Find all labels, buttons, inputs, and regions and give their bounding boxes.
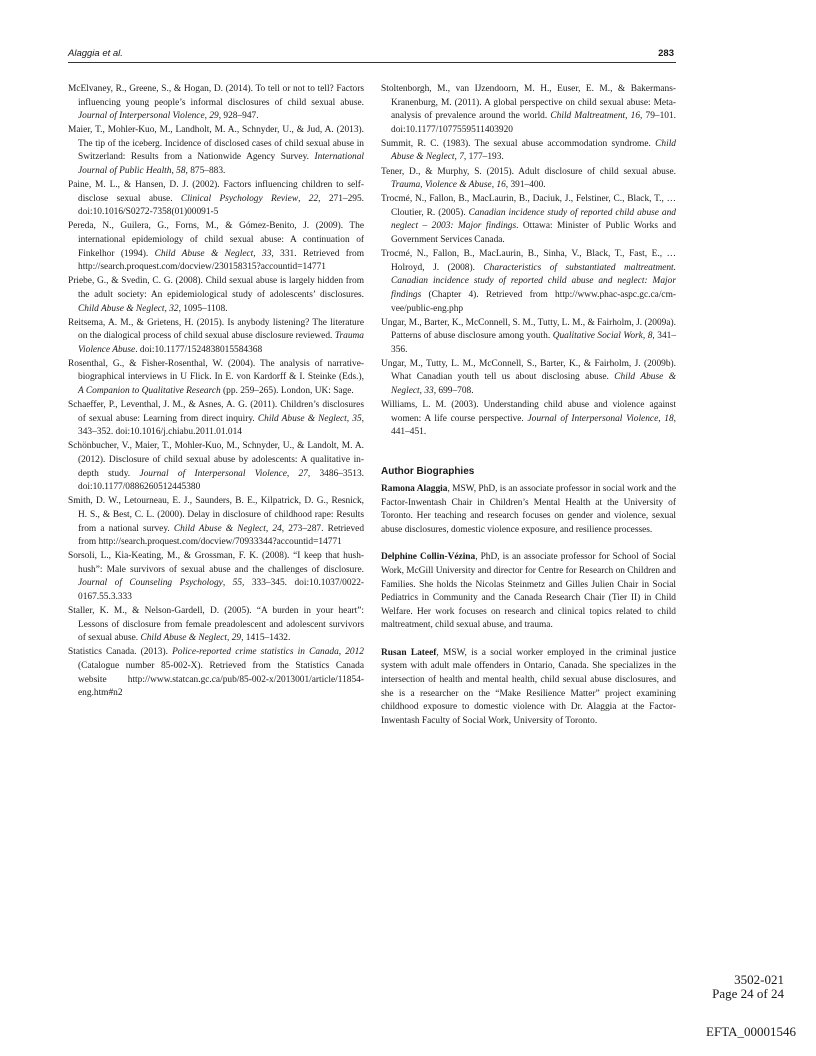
reference-comma: , bbox=[164, 303, 170, 314]
author-bio-text: , PhD, is an associate professor for School of Social Work, McGill University and director for Centre for Research on Children and Families. She holds the Nicolas Steinmetz and Gilles Julien Chair in Social Pediatrics in Community and the Canada Research Chair (Tier II) in Child Welfare. Her work focuses on research and clinical topics related to child maltreatment, child sexual abuse, and trauma. bbox=[381, 552, 676, 631]
author-bio-text: , MSW, is a social worker employed in the criminal justice system with adult male offenders in Ontario, Canada. She specializes in the intersection of health and mental health, child sexual abuse disclosures, and she is a researcher on the “Make Resilience Matter” project examining childhood exposure to domestic violence with Dr. Alaggia at the Factor-Inwentash Faculty of Social Work, University of Toronto. bbox=[381, 647, 676, 726]
reference-comma: , bbox=[265, 523, 273, 534]
reference-comma: , bbox=[253, 248, 263, 259]
reference-journal: Journal of Interpersonal Violence bbox=[78, 111, 205, 122]
journal-page-number: 283 bbox=[658, 48, 674, 59]
reference-entry bbox=[381, 248, 676, 316]
reference-text: Sorsoli, L., Kia-Keating, M., & Grossman, F. K. (2008). “I keep that hush-hush”: Male survivors of sexual abuse and the challenges of disclosure. bbox=[68, 551, 364, 575]
author-bio bbox=[381, 551, 676, 633]
reference-text: Priebe, G., & Svedin, C. G. (2008). Child sexual abuse is largely hidden from the adult society: An epidemiological study of adolescents’ disclosures. bbox=[68, 276, 364, 300]
reference-tail: , 341–356. bbox=[391, 331, 677, 355]
reference-entry bbox=[68, 83, 364, 124]
reference-text: Schaeffer, P., Leventhal, J. M., & Asnes, A. G. (2011). Children’s disclosures of sexual abuse: Learning from direct inquiry. bbox=[68, 400, 364, 424]
reference-comma: , bbox=[227, 633, 232, 644]
reference-text: Ungar, M., Tutty, L. M., McConnell, S., Barter, K., & Fairholm, J. (2009b). What Canadian youth tell us about disclosing abuse. bbox=[381, 358, 676, 383]
reference-entry bbox=[68, 317, 364, 358]
reference-text: Pereda, N., Guilera, G., Forns, M., & Gómez-Benito, J. (2009). The international epidemiology of child sexual abuse: A continuation of Finkelhor (1994). bbox=[68, 221, 364, 259]
author-name: Delphine Collin-Vézina bbox=[381, 552, 476, 563]
reference-comma: , bbox=[298, 193, 309, 204]
reference-volume: 22 bbox=[308, 193, 319, 204]
page-of-count: Page 24 of 24 bbox=[712, 986, 784, 1001]
reference-text: Williams, L. M. (2003). Understanding child abuse and violence against women: A life course perspective. bbox=[381, 400, 676, 424]
document-footer bbox=[712, 973, 784, 1001]
reference-comma: , bbox=[222, 578, 233, 589]
reference-entry bbox=[68, 646, 364, 700]
reference-entry bbox=[68, 440, 364, 494]
reference-journal: Trauma Violence Abuse bbox=[78, 331, 364, 355]
reference-tail: , 1095–1108. bbox=[178, 303, 228, 314]
reference-tail: , 1415–1432. bbox=[241, 633, 291, 644]
reference-text: Staller, K. M., & Nelson-Gardell, D. (2005). “A burden in your heart”: Lessons of disclosure from female preadolescent and adolescent survivors of sexual abuse. bbox=[68, 606, 364, 644]
reference-journal: International Journal of Public Health bbox=[78, 152, 364, 177]
reference-volume: 18 bbox=[664, 413, 674, 424]
reference-text: Reitsema, A. M., & Grietens, H. (2015). Is anybody listening? The literature on the dialogical process of child sexual abuse disclosure reviewed. bbox=[68, 317, 364, 342]
reference-journal: Journal of Interpersonal Violence bbox=[139, 468, 287, 479]
reference-journal: Child Abuse & Neglect bbox=[140, 633, 228, 644]
reference-journal: Child Abuse & Neglect bbox=[78, 303, 165, 314]
reference-comma: , bbox=[171, 166, 177, 177]
reference-entry bbox=[68, 358, 364, 399]
reference-journal: Canadian incidence study of reported child abuse and neglect – 2003: Major findings bbox=[391, 207, 676, 232]
reference-volume: 16 bbox=[630, 111, 641, 122]
reference-tail: , 699–708. bbox=[433, 386, 474, 397]
reference-text: Rosenthal, G., & Fisher-Rosenthal, W. (2004). The analysis of narrative-biographical interviews in U Flick. In E. von Kardorff & I. Steinke (Eds.), bbox=[68, 358, 364, 383]
author-bio bbox=[381, 647, 676, 729]
reference-journal: Child Abuse & Neglect bbox=[391, 138, 676, 163]
reference-tail: , 271–295. doi:10.1016/S0272-7358(01)00091-5 bbox=[78, 193, 365, 218]
reference-text: Maier, T., Mohler-Kuo, M., Landholt, M. A., Schnyder, U., & Jud, A. (2013). The tip of the iceberg. Incidence of disclosed cases of child sexual abuse in Switzerland: Results from a Nationwide Agency Survey. bbox=[68, 125, 364, 163]
references-right-column bbox=[381, 83, 676, 440]
reference-journal: Child Abuse & Neglect bbox=[173, 523, 266, 534]
author-name: Ramona Alaggia bbox=[381, 483, 448, 494]
reference-tail: (Catalogue number 85-002-X). Retrieved from the Statistics Canada website http://www.statcan.gc.ca/pub/85-002-x/2013001/article/11854-eng.htm#n2 bbox=[78, 660, 364, 699]
reference-text: Trocmé, N., Fallon, B., MacLaurin, B., Daciuk, J., Felstiner, C., Black, T., … Cloutier, R. (2005). bbox=[381, 194, 676, 218]
document-number: 3502-021 bbox=[734, 972, 784, 987]
reference-tail: , 391–400. bbox=[505, 180, 546, 191]
reference-volume: 24 bbox=[272, 523, 282, 534]
reference-volume: 8 bbox=[647, 331, 653, 342]
reference-comma: , bbox=[286, 468, 299, 479]
reference-text: Ungar, M., Barter, K., McConnell, S. M., Tutty, L. M., & Fairholm, J. (2009a). Patterns of abuse disclosure among youth. bbox=[381, 317, 676, 342]
running-header-author: Alaggia et al. bbox=[68, 48, 123, 59]
reference-volume: 55 bbox=[232, 578, 243, 589]
reference-tail: . doi:10.1177/1524838015584368 bbox=[135, 344, 263, 355]
reference-volume: 33 bbox=[424, 386, 434, 397]
reference-entry bbox=[381, 358, 676, 399]
reference-journal: Journal of Counseling Psychology bbox=[78, 578, 223, 589]
reference-tail: . Ottawa: Minister of Public Works and Government Services Canada. bbox=[391, 221, 677, 246]
reference-entry bbox=[68, 605, 364, 646]
reference-volume: 29 bbox=[231, 633, 242, 644]
reference-tail: , 343–352. doi:10.1016/j.chiabu.2011.01.014 bbox=[78, 413, 364, 438]
reference-text: Summit, R. C. (1983). The sexual abuse accommodation syndrome. bbox=[381, 138, 656, 149]
reference-journal: Characteristics of substantiated maltreatment. Canadian incidence study of reported child abuse and neglect: Major findings bbox=[391, 262, 677, 300]
reference-tail: , 928–947. bbox=[218, 111, 259, 122]
running-header bbox=[68, 44, 676, 64]
reference-text: Tener, D., & Murphy, S. (2015). Adult disclosure of child sexual abuse. bbox=[381, 166, 676, 177]
reference-entry bbox=[68, 179, 364, 220]
reference-text: Statistics Canada. (2013). bbox=[68, 647, 173, 658]
reference-text: Schönbucher, V., Maier, T., Mohler-Kuo, M., Schnyder, U., & Landolt, M. A. (2012). Disclosure of child sexual abuse by adolescents: A qualitative in-depth study. bbox=[68, 441, 364, 479]
reference-tail: , 273–287. Retrieved from http://search.proquest.com/docview/70933344?accountid=14771 bbox=[78, 523, 365, 548]
reference-volume: 29 bbox=[209, 111, 219, 122]
reference-entry bbox=[381, 193, 676, 247]
reference-entry bbox=[68, 275, 364, 316]
reference-comma: , bbox=[625, 111, 631, 122]
reference-volume: 58 bbox=[176, 166, 186, 177]
reference-comma: , bbox=[419, 386, 425, 397]
reference-tail: , 333–345. doi:10.1037/0022-0167.55.3.333 bbox=[78, 578, 364, 602]
reference-tail: , 79–101. doi:10.1177/1077559511403920 bbox=[391, 111, 677, 135]
reference-volume: 27 bbox=[298, 468, 308, 479]
reference-volume: 16 bbox=[496, 180, 506, 191]
reference-comma: , bbox=[642, 331, 648, 342]
reference-tail: , 3486–3513. doi:10.1177/0886260512445380 bbox=[78, 468, 365, 493]
reference-volume: 35 bbox=[352, 413, 362, 424]
reference-comma: , bbox=[658, 413, 665, 424]
reference-journal: Child Maltreatment bbox=[550, 111, 626, 122]
reference-journal: Trauma, Violence & Abuse bbox=[391, 180, 492, 191]
references-left-column bbox=[68, 83, 364, 701]
reference-journal: Police-reported crime statistics in Canada, 2012 bbox=[172, 647, 364, 658]
reference-journal: Child Abuse & Neglect bbox=[257, 413, 347, 424]
reference-tail: (Chapter 4). Retrieved from http://www.phac-aspc.gc.ca/cm-vee/public-eng.php bbox=[391, 289, 676, 314]
reference-comma: , bbox=[346, 413, 353, 424]
author-bio bbox=[381, 483, 676, 537]
reference-tail: (pp. 259–265). London, UK: Sage. bbox=[220, 386, 354, 397]
reference-entry bbox=[381, 317, 676, 358]
reference-text: Smith, D. W., Letourneau, E. J., Saunders, B. E., Kilpatrick, D. G., Resnick, H. S., & Best, C. L. (2000). Delay in disclosure of childhood rape: Results from a national survey. bbox=[68, 496, 364, 534]
reference-entry bbox=[381, 83, 676, 137]
reference-entry bbox=[381, 399, 676, 440]
author-name: Rusan Lateef bbox=[381, 647, 437, 658]
reference-text: Stoltenborgh, M., van IJzendoorn, M. H., Euser, E. M., & Bakermans-Kranenburg, M. (2011). A global perspective on child sexual abuse: Meta-analysis of prevalence around the world. bbox=[381, 84, 676, 122]
author-biographies-heading: Author Biographies bbox=[381, 465, 475, 477]
reference-entry bbox=[68, 495, 364, 549]
reference-entry bbox=[68, 550, 364, 604]
reference-text: Trocmé, N., Fallon, B., MacLaurin, B., Sinha, V., Black, T., Fast, E., … Holroyd, J. (2008). bbox=[381, 249, 676, 273]
header-rule bbox=[68, 62, 676, 63]
reference-volume: 32 bbox=[169, 303, 179, 314]
reference-volume: 7 bbox=[459, 152, 464, 163]
reference-entry bbox=[68, 124, 364, 178]
right-column bbox=[381, 83, 676, 742]
reference-entry bbox=[381, 166, 676, 193]
reference-tail: , 441–451. bbox=[391, 413, 677, 438]
reference-tail: , 177–193. bbox=[463, 152, 504, 163]
reference-volume: 33 bbox=[262, 248, 272, 259]
reference-tail: , 331. Retrieved from http://search.proquest.com/docview/230158315?accountid=14771 bbox=[78, 248, 365, 273]
reference-tail: , 875–883. bbox=[185, 166, 226, 177]
reference-entry bbox=[68, 399, 364, 440]
reference-comma: , bbox=[454, 152, 460, 163]
reference-comma: , bbox=[204, 111, 210, 122]
bates-number: EFTA_00001546 bbox=[706, 1024, 796, 1039]
reference-text: Paine, M. L., & Hansen, D. J. (2002). Factors influencing children to self-disclose sexual abuse. bbox=[68, 180, 364, 204]
reference-entry bbox=[68, 220, 364, 274]
reference-journal: Child Abuse & Neglect bbox=[391, 372, 676, 397]
reference-entry bbox=[381, 138, 676, 165]
author-bio-text: , MSW, PhD, is an associate professor in social work and the Factor-Inwentash Chair in Children’s Mental Health at the University of Toronto. Her teaching and research focuses on gender and violence, sexual abuse disclosures, domestic violence exposure, and resilience processes. bbox=[381, 483, 677, 535]
reference-text: McElvaney, R., Greene, S., & Hogan, D. (2014). To tell or not to tell? Factors influencing young people’s informal disclosures of child sexual abuse. bbox=[68, 84, 364, 108]
reference-comma: , bbox=[491, 180, 497, 191]
reference-journal: Qualitative Social Work bbox=[552, 331, 643, 342]
reference-journal: Clinical Psychology Review bbox=[180, 193, 299, 204]
reference-journal: A Companion to Qualitative Research bbox=[78, 386, 221, 397]
reference-journal: Journal of Interpersonal Violence bbox=[527, 413, 659, 424]
author-biographies bbox=[381, 483, 676, 729]
reference-journal: Child Abuse & Neglect bbox=[154, 248, 254, 259]
